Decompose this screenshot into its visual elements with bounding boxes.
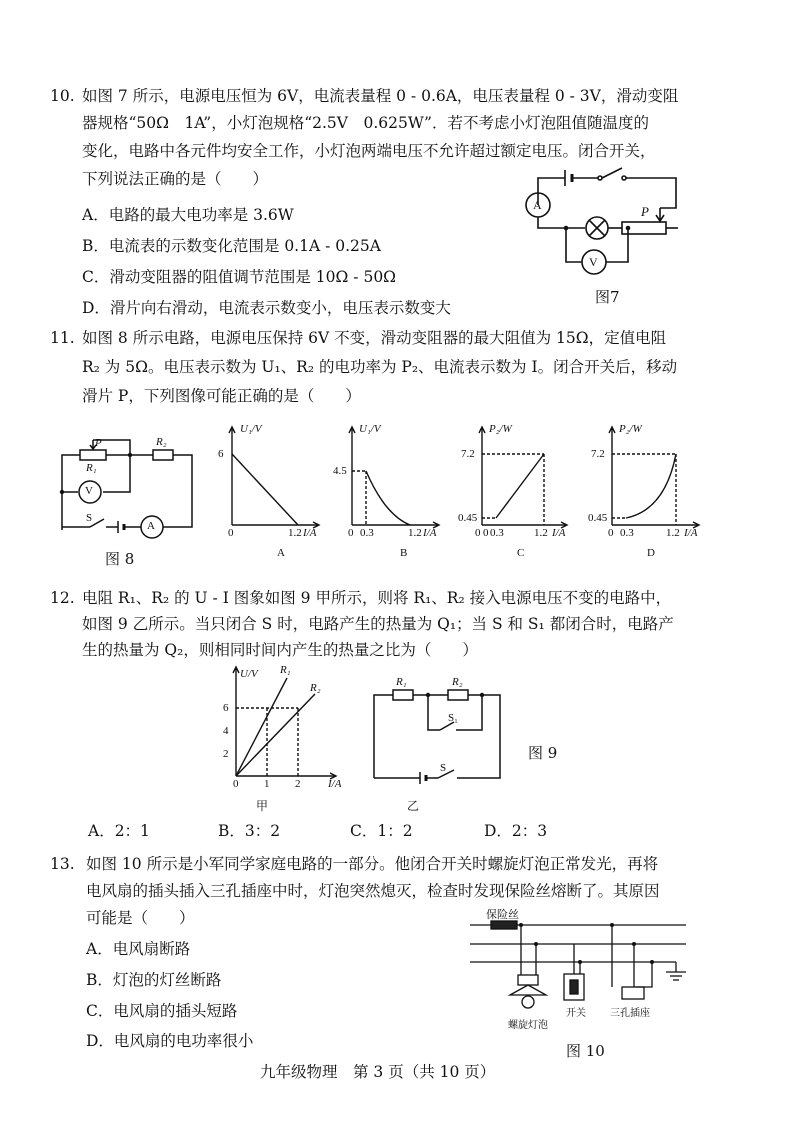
figure-9-caption: 图 9: [528, 744, 558, 762]
page-footer: 九年级物理 第 3 页（共 10 页）: [260, 1063, 496, 1081]
voltmeter-label: V: [589, 255, 598, 269]
fig8-r1-label: R₁: [86, 462, 97, 474]
graph-d-xtick-2: 1.2: [666, 527, 680, 539]
fig10-bulb-label: 螺旋灯泡: [508, 1020, 548, 1031]
graph-b-xtick-1: 0.3: [360, 527, 374, 539]
graph-c-xtick-1: 0: [483, 527, 489, 539]
graph-a-xlabel: I/A: [303, 527, 317, 539]
q13-option-c[interactable]: C．电风扇的插头短路: [86, 1002, 238, 1020]
q13-line3: 可能是（ ）: [86, 909, 195, 927]
graph-a-ytick: 6: [218, 448, 224, 460]
q12-number: 12.: [50, 589, 75, 607]
fig9-graph-caption: 甲: [256, 799, 269, 813]
fig9-xlabel: I/A: [328, 778, 342, 790]
fig9-xtick-2: 2: [295, 778, 301, 790]
graph-c-xlabel: I/A: [552, 527, 566, 539]
q11-line3: 滑片 P，下列图像可能正确的是（ ）: [82, 387, 361, 405]
q11-number: 11.: [50, 329, 75, 347]
graph-d-ytick-1: 0.45: [588, 512, 608, 524]
graph-c-xtick-0: 0: [475, 527, 481, 539]
fig9-xtick-1: 1: [264, 778, 270, 790]
figure-10-caption: 图 10: [566, 1042, 605, 1060]
fig9-r1-label: R₁: [280, 664, 291, 676]
fig9-ytick-6: 6: [223, 702, 229, 714]
graph-a-xtick-0: 0: [228, 527, 234, 539]
q13-line2: 电风扇的插头插入三孔插座中时，灯泡突然熄灭，检查时发现保险丝熔断了。其原因: [86, 882, 660, 900]
q12-option-c[interactable]: C．1：2: [350, 822, 413, 840]
slider-label: P: [641, 204, 649, 219]
fig9-circuit-caption: 乙: [407, 799, 420, 813]
q12-option-a[interactable]: A．2：1: [88, 822, 150, 840]
graph-b-ylabel: U₁/V: [359, 423, 381, 435]
graph-d-ylabel: P₂/W: [619, 423, 642, 435]
q10-line1: 如图 7 所示，电源电压恒为 6V，电流表量程 0 - 0.6A，电压表量程 0 - 3V，滑动变阻: [82, 87, 679, 105]
q13-option-a[interactable]: A．电风扇断路: [86, 940, 191, 958]
q11-line1: 如图 8 所示电路，电源电压保持 6V 不变，滑动变阻器的最大阻值为 15Ω，定值电阻: [82, 329, 667, 347]
graph-b-xtick-2: 1.2: [408, 527, 422, 539]
graph-b-xtick-0: 0: [348, 527, 354, 539]
q10-option-d[interactable]: D．滑片向右滑动，电流表示数变小，电压表示数变大: [82, 299, 451, 317]
fig10-fuse-label: 保险丝: [486, 908, 519, 921]
q12-option-b[interactable]: B．3：2: [218, 822, 281, 840]
fig9-ylabel: U/V: [240, 668, 258, 680]
figure-8-caption: 图 8: [105, 550, 135, 568]
graph-a-ylabel: U₁/V: [240, 423, 262, 435]
graph-b-letter[interactable]: B: [400, 547, 408, 559]
fig8-voltmeter-label: V: [85, 485, 93, 497]
graph-c-ytick-1: 0.45: [458, 512, 478, 524]
q13-line1: 如图 10 所示是小军同学家庭电路的一部分。他闭合开关时螺旋灯泡正常发光，再将: [86, 855, 659, 873]
q10-number: 10.: [50, 87, 75, 105]
q12-line1: 电阻 R₁、R₂ 的 U - I 图象如图 9 甲所示，则将 R₁、R₂ 接入电源电压不变的电路中，: [82, 589, 672, 607]
graph-c-ylabel: P₂/W: [489, 423, 512, 435]
fig9-circuit-s1: S₁: [448, 712, 458, 724]
q12-line2: 如图 9 乙所示。当只闭合 S 时，电路产生的热量为 Q₁；当 S 和 S₁ 都闭合时，电路产: [82, 615, 674, 633]
q10-line3: 变化，电路中各元件均安全工作，小灯泡两端电压不允许超过额定电压。闭合开关，: [82, 142, 656, 160]
fig10-socket-label: 三孔插座: [610, 1008, 650, 1019]
fig9-xtick-0: 0: [233, 778, 239, 790]
q12-line3: 生的热量为 Q₂，则相同时间内产生的热量之比为（ ）: [82, 641, 478, 659]
ammeter-label: A: [533, 198, 542, 212]
graph-b-ytick: 4.5: [333, 465, 347, 477]
graph-d-xtick-0: 0: [608, 527, 614, 539]
graph-d-xtick-1: 0.3: [620, 527, 634, 539]
fig9-ytick-2: 2: [223, 748, 229, 760]
figure-7-caption: 图7: [595, 288, 620, 306]
fig8-switch-label: S: [86, 512, 93, 524]
graph-c-xtick-3: 1.2: [534, 527, 548, 539]
fig9-circuit-r1: R₁: [396, 676, 407, 688]
graph-c-ytick-0: 7.2: [461, 448, 475, 460]
q13-option-d[interactable]: D．电风扇的电功率很小: [86, 1032, 254, 1050]
fig8-slider-label: P: [95, 437, 102, 449]
q10-option-a[interactable]: A．电路的最大电功率是 3.6W: [82, 206, 294, 224]
fig8-ammeter-label: A: [147, 520, 155, 532]
q13-number: 13.: [50, 855, 75, 873]
graph-d-xlabel: I/A: [684, 527, 698, 539]
fig9-ytick-4: 4: [223, 725, 229, 737]
fig9-circuit-r2: R₂: [452, 676, 463, 688]
graph-a-xtick-1: 1.2: [288, 527, 302, 539]
q13-option-b[interactable]: B．灯泡的灯丝断路: [86, 971, 222, 989]
fig8-r2-label: R₂: [156, 436, 167, 448]
graph-d-letter[interactable]: D: [647, 547, 655, 559]
q10-line4: 下列说法正确的是（ ）: [82, 170, 269, 188]
fig9-circuit-s: S: [440, 762, 447, 774]
q12-option-d[interactable]: D．2：3: [484, 822, 548, 840]
q10-option-c[interactable]: C．滑动变阻器的阻值调节范围是 10Ω - 50Ω: [82, 268, 397, 286]
graph-c-letter[interactable]: C: [517, 547, 525, 559]
graph-a-letter[interactable]: A: [277, 547, 285, 559]
graph-b-xlabel: I/A: [423, 527, 437, 539]
fig10-switch-label: 开关: [566, 1008, 586, 1019]
q10-line2: 器规格“50Ω 1A”，小灯泡规格“2.5V 0.625W”．若不考虑小灯泡阻值随温度的: [82, 114, 649, 132]
q10-option-b[interactable]: B．电流表的示数变化范围是 0.1A - 0.25A: [82, 237, 381, 255]
graph-d-ytick-0: 7.2: [591, 448, 605, 460]
graph-c-xtick-2: 0.3: [490, 527, 504, 539]
fig9-r2-label: R₂: [310, 682, 321, 694]
q11-line2: R₂ 为 5Ω。电压表示数为 U₁、R₂ 的电功率为 P₂、电流表示数为 I。闭合开关后，移动: [82, 358, 678, 376]
